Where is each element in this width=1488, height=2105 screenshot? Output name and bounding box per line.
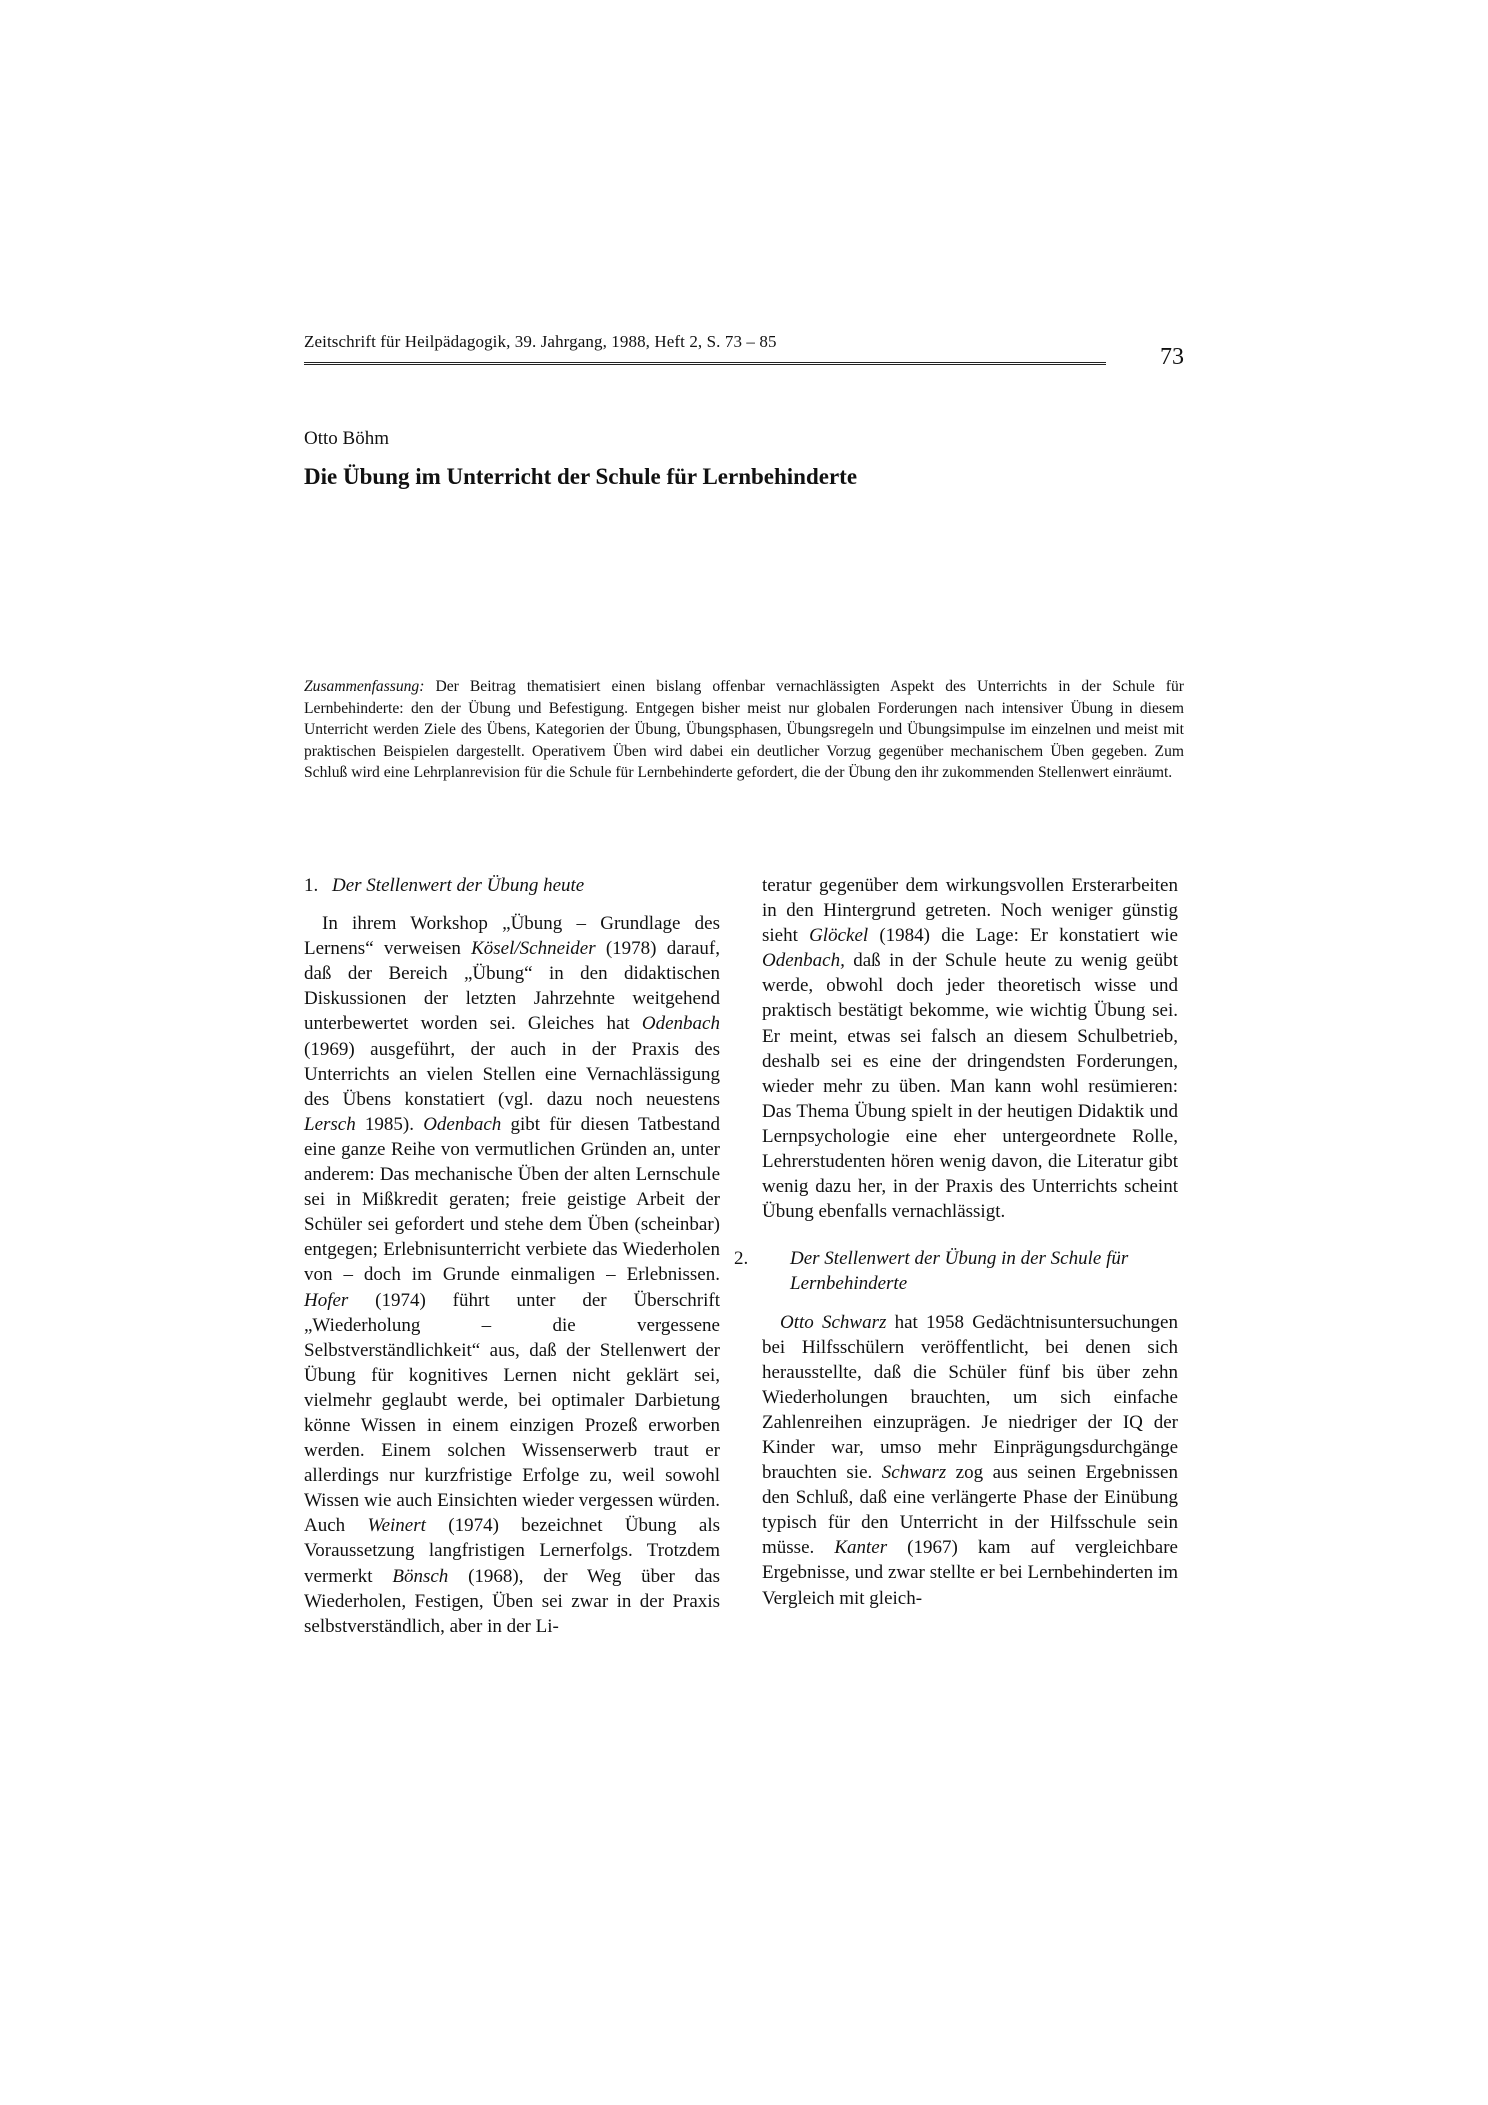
cited-author: Odenbach (423, 1113, 502, 1135)
left-column (304, 873, 720, 1639)
abstract (304, 676, 1184, 784)
text-run: daß in der Schule heute zu wenig geübt werde, obwohl doch jeder theoretisch wisse und praktisch bestätigt bekomme, wie wichtig Übung sei. Er meint, etwas sei falsch an diesem Schulbetrieb, deshalb sei es eine der dringendsten Forderungen, wieder mehr zu üben. Man kann wohl resümieren: Das Thema Übung spielt in der heutigen Didaktik und Lernpsychologie eine eher untergeordnete Rolle, Lehrerstudenten hören wenig davon, die Literatur gibt wenig dazu her, in der Praxis des Unterrichts scheint Übung ebenfalls vernachlässigt. (762, 950, 1178, 1223)
text-run: (1969) ausgeführt, der auch in der Praxis des Unterrichts an vielen Stellen eine Vernachlässigung des Übens konstatiert (vgl. dazu noch neuestens (304, 1038, 720, 1110)
article-title: Die Übung im Unterricht der Schule für Lernbehinderte (304, 464, 858, 489)
text-run: teratur gegenüber dem wirkungsvollen Ersterarbeiten in den Hintergrund getreten. Noch weniger günstig sieht (762, 875, 1178, 947)
cited-author: Lersch (304, 1113, 356, 1135)
section-1-heading (304, 873, 720, 898)
cited-author: Glöckel (809, 925, 869, 947)
text-run: (1974) bezeichnet Übung als Voraussetzung langfristigen Lernerfolgs. Trotzdem vermerkt (304, 1515, 720, 1587)
text-run: (1978) darauf, daß der Bereich „Übung“ in den didaktischen Diskussionen der letzten Jahrzehnte weitgehend unterbewertet worden sei. Gleiches hat (304, 938, 720, 1035)
section-1-number: 1. (304, 875, 319, 896)
cited-author: Schwarz (881, 1462, 947, 1484)
cited-author: Kösel/Schneider (471, 938, 596, 960)
text-run: zog aus seinen Ergebnissen den Schluß, daß eine verlängerte Phase der Einübung typisch für den Unterricht in der Hilfsschule sein müsse. (762, 1462, 1178, 1559)
author-name: Otto Böhm (304, 428, 389, 449)
right-column (734, 873, 1178, 1611)
cited-author: Odenbach, (762, 950, 845, 972)
text-run: (1967) kam auf vergleichbare Ergebnisse, und zwar stellte er bei Lernbehinderten im Vergleich mit gleich- (762, 1537, 1178, 1609)
text-run: gibt für diesen Tatbestand eine ganze Reihe von vermutlichen Gründen an, unter anderem: Das mechanische Üben der alten Lernschule sei in Mißkredit geraten; freie geistige Arbeit der Schüler sei gefordert und stehe dem Üben (scheinbar) entgegen; Erlebnisunterricht verbiete das Wiederholen von – doch im Grunde einmaligen – Erlebnissen. (304, 1113, 720, 1286)
text-run: 1985). (355, 1113, 424, 1135)
journal-citation: Zeitschrift für Heilpädagogik, 39. Jahrgang, 1988, Heft 2, S. 73 – 85 (304, 332, 777, 351)
text-run: (1968), der Weg über das Wiederholen, Festigen, Üben sei zwar in der Praxis selbstverständlich, aber in der Li- (304, 1565, 720, 1637)
section-2-heading (734, 1246, 1178, 1296)
cited-author: Weinert (367, 1515, 426, 1537)
cited-author: Hofer (304, 1289, 349, 1311)
text-run: hat 1958 Gedächtnisuntersuchungen bei Hilfsschülern veröffentlicht, bei denen sich herausstellte, daß die Schüler fünf bis über zehn Wiederholungen brauchten, um sich einfache Zahlenreihen einzuprägen. Je niedriger der IQ der Kinder war, umso mehr Einprägungsdurchgänge brauchten sie. (762, 1311, 1178, 1484)
abstract-text: Der Beitrag thematisiert einen bislang offenbar vernachlässigten Aspekt des Unterrichts in der Schule für Lernbehinderte: den der Übung und Befestigung. Entgegen bisher meist nur globalen Forderungen nach intensiver Übung in diesem Unterricht werden Ziele des Übens, Kategorien der Übung, Übungsphasen, Übungsregeln und Übungsimpulse im einzelnen und meist mit praktischen Beispielen dargestellt. Operativem Üben wird dabei ein deutlicher Vorzug gegenüber mechanischem Üben gegeben. Zum Schluß wird eine Lehrplanrevision für die Schule für Lernbehinderte gefordert, die der Übung den ihr zukommenden Stellenwert einräumt. (304, 678, 1184, 781)
section-gap (762, 1224, 1178, 1246)
section-2-paragraph (762, 1310, 1178, 1611)
section-1-paragraph (304, 911, 720, 1639)
section-1-paragraph-continued (762, 873, 1178, 1224)
text-run: (1984) die Lage: Er konstatiert wie (868, 925, 1178, 947)
cited-author: Kanter (834, 1537, 888, 1559)
cited-author: Odenbach (641, 1013, 720, 1035)
section-2-title: Der Stellenwert der Übung in der Schule für Lernbehinderte (790, 1248, 1129, 1295)
page-number: 73 (1160, 344, 1184, 370)
text-run: (1974) führt unter der Überschrift „Wiederholung – die vergessene Selbstverständlichkeit“ aus, daß der Stellenwert der Übung für kognitives Lernen nicht geklärt sei, vielmehr geglaubt werde, bei optimaler Darbietung könne Wissen in einem einzigen Prozeß erworben werden. Einem solchen Wissenserwerb traut er allerdings nur kurzfristige Erfolge zu, weil sowohl Wissen wie auch Einsichten wieder vergessen würden. Auch (304, 1289, 720, 1537)
cited-author: Bönsch (392, 1565, 449, 1587)
section-2-number: 2. (734, 1248, 749, 1270)
abstract-label: Zusammenfassung: (304, 678, 425, 695)
cited-author: Otto Schwarz (780, 1311, 887, 1333)
section-1-title: Der Stellenwert der Übung heute (332, 875, 585, 896)
header-rule (304, 362, 1106, 365)
text-run: In ihrem Workshop „Übung – Grundlage des Lernens“ verweisen (304, 913, 720, 960)
